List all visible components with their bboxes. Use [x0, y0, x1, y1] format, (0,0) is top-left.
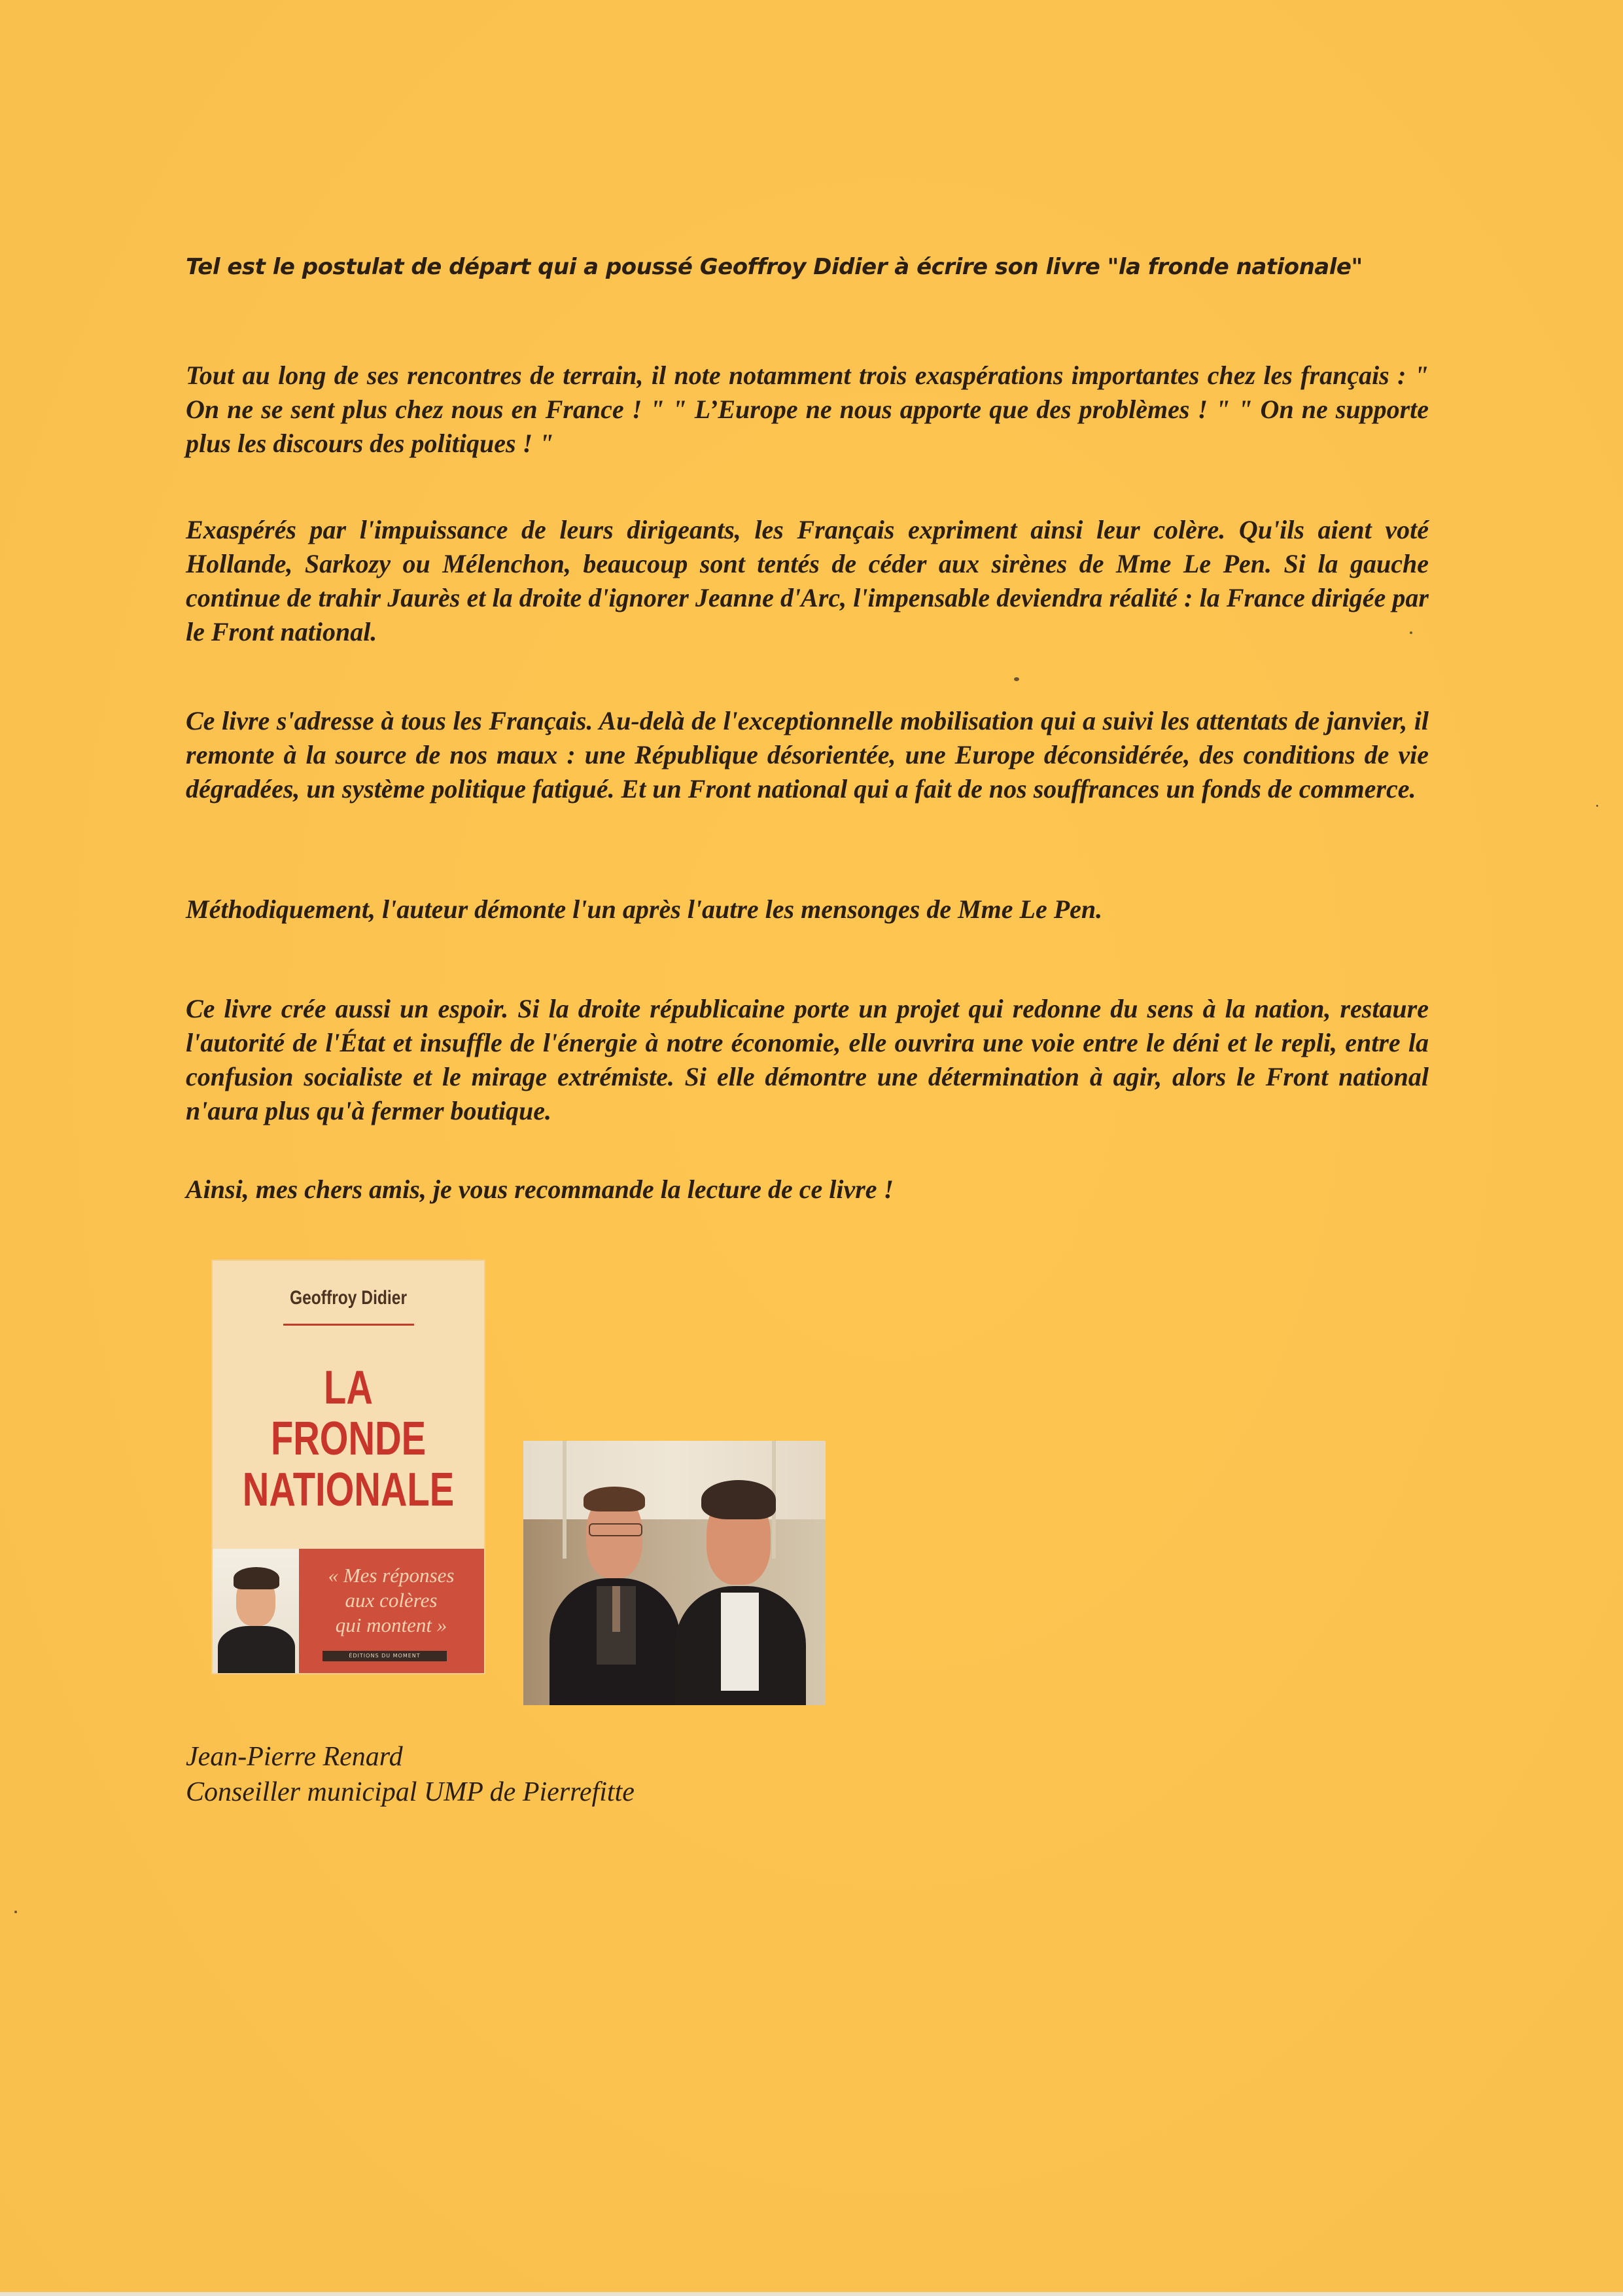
paragraph-espoir: Ce livre crée aussi un espoir. Si la droite républicaine porte un projet qui redonne du sens à la nation, restaure l'autorité de l'État et insuffle de l'énergie à notre économie, elle ouvrira une voie entre le déni et le repli, entre la confusion socialiste et le mirage extrémiste. Si elle démontre une détermination à agir, alors le Front national n'aura plus qu'à fermer boutique. [186, 994, 1429, 1125]
paragraph-livre-francais: Ce livre s'adresse à tous les Français. Au-delà de l'exceptionnelle mobilisation qui a suivi les attentats de janvier, il remonte à la source de nos maux : une République désorientée, une Europe déconsidérée, des conditions de vie dégradées, un système politique fatigué. Et un Front national qui a fait de nos souffrances un fonds de commerce. [186, 706, 1429, 804]
paragraph-exasperations: Tout au long de ses rencontres de terrain, il note notamment trois exaspérations importantes chez les français : " On ne se sent plus chez nous en France ! " " L’Europe ne nous apporte que des problèmes ! " " On ne supporte plus les discours des politiques ! " [186, 361, 1429, 458]
scan-speck [14, 1911, 17, 1913]
book-divider [283, 1324, 414, 1326]
book-title-line-2: NATIONALE [242, 1464, 455, 1516]
intro-line: Tel est le postulat de départ qui a poussé Geoffroy Didier à écrire son livre "la fronde nationale" [186, 254, 1363, 280]
person-left-tie [612, 1586, 620, 1632]
photo-background-wall [523, 1441, 826, 1519]
book-quote [303, 1563, 480, 1638]
scan-speck [1014, 677, 1019, 681]
signature-role: Conseiller municipal UMP de Pierrefitte [186, 1777, 635, 1807]
person-left-glasses [589, 1523, 642, 1536]
scan-speck [1410, 631, 1412, 634]
portrait-hair [234, 1567, 279, 1589]
photo-wall-stripe [563, 1441, 567, 1559]
portrait-suit [218, 1626, 295, 1673]
person-right-shirt [721, 1593, 759, 1691]
signature-block [186, 1739, 635, 1810]
scan-speck [1596, 805, 1598, 807]
paragraph-recommandation: Ainsi, mes chers amis, je vous recommande la lecture de ce livre ! [186, 1174, 894, 1204]
book-title [243, 1362, 455, 1515]
signature-name: Jean-Pierre Renard [186, 1742, 403, 1772]
paragraph-methodiquement: Méthodiquement, l'auteur démonte l'un après l'autre les mensonges de Mme Le Pen. [186, 894, 1103, 924]
paragraph-impuissance: Exaspérés par l'impuissance de leurs dirigeants, les Français expriment ainsi leur colère. Qu'ils aient voté Hollande, Sarkozy ou Mélenchon, beaucoup sont tentés de céder aux sirènes de Mme Le Pen. Si la gauche continue de trahir Jaurès et la droite d'ignorer Jeanne d'Arc, l'impensable deviendra réalité : la France dirigée par le Front national. [186, 515, 1429, 646]
page-bottom-edge [0, 2292, 1623, 2296]
book-title-line-1: LA FRONDE [270, 1362, 427, 1465]
book-publisher: ÉDITIONS DU MOMENT [323, 1651, 447, 1661]
photo-two-men [523, 1441, 826, 1705]
person-right-hair [701, 1480, 776, 1519]
book-quote-line-3: qui montent » [335, 1614, 447, 1636]
book-author: Geoffroy Didier [289, 1287, 408, 1309]
author-portrait [213, 1549, 299, 1673]
book-quote-line-2: aux colères [345, 1589, 438, 1612]
book-cover-image [213, 1261, 484, 1673]
person-left-hair [584, 1487, 645, 1511]
book-quote-line-1: « Mes réponses [328, 1564, 455, 1587]
